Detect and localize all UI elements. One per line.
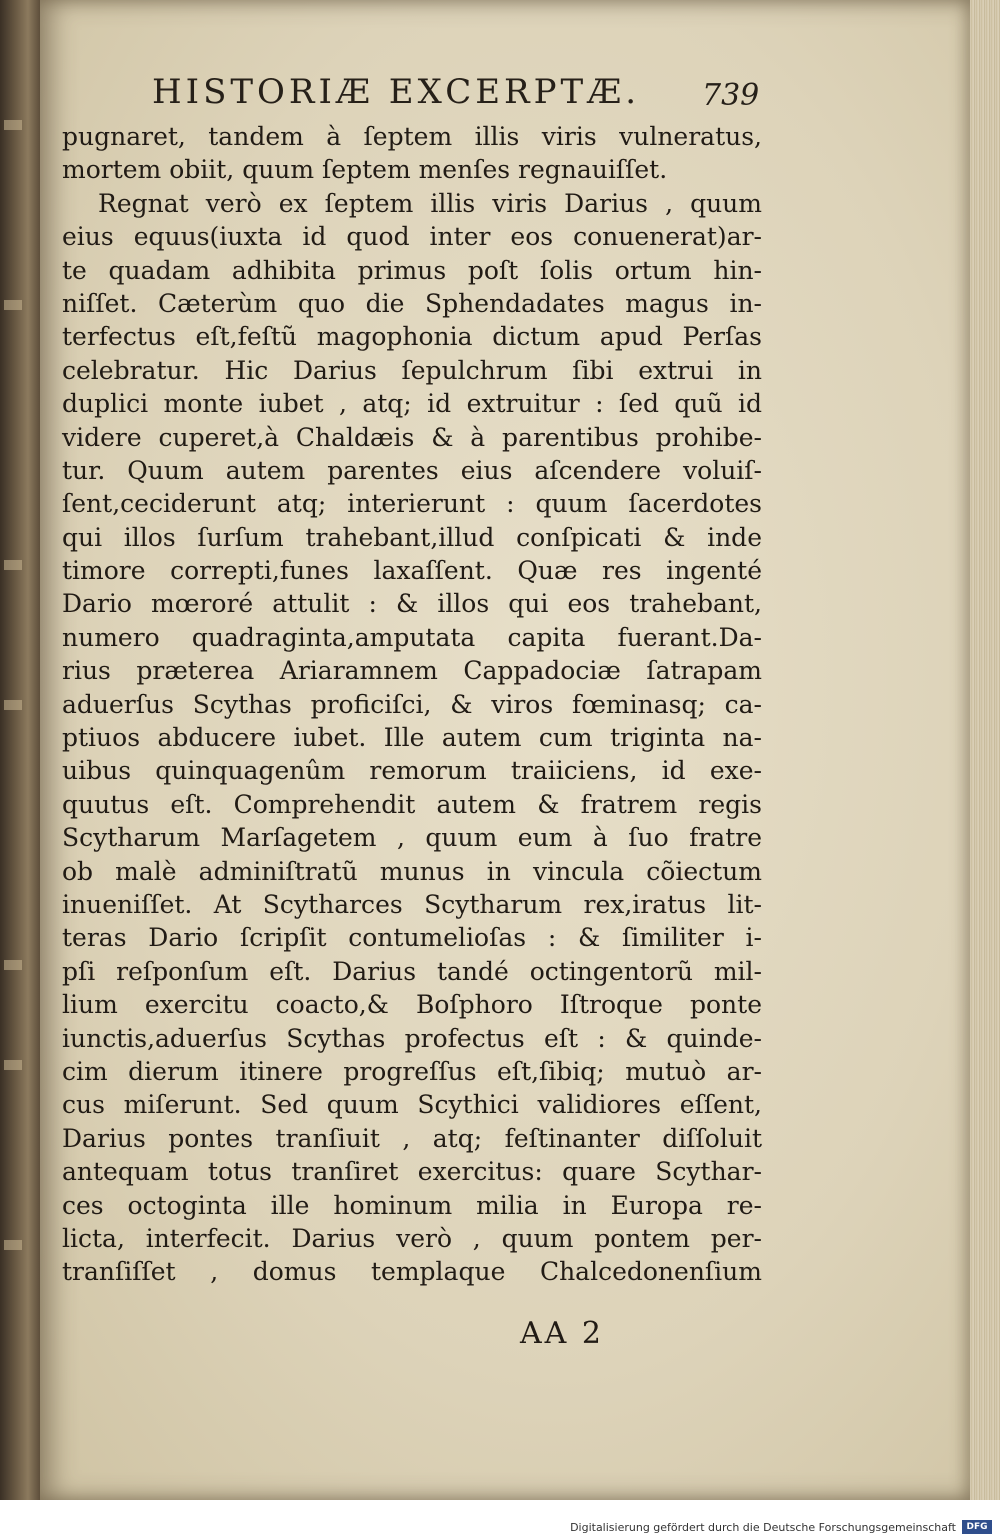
- text-line: uibus quinquagenûm remorum traiiciens, id exe-: [62, 756, 762, 786]
- text-line: timore correpti,funes laxaſſent. Quæ res ingenté: [62, 556, 762, 586]
- funding-credit: Digitalisierung gefördert durch die Deutsche Forschungsgemeinschaft: [570, 1521, 956, 1534]
- text-line: ob malè adminiſtratũ munus in vincula cõiectum: [62, 856, 762, 886]
- text-line: iunctis,aduerſus Scythas profectus eſt : & quinde-: [62, 1023, 762, 1053]
- adjacent-page-fragment: [4, 1060, 22, 1070]
- text-line: cus miſerunt. Sed quum Scythici validiores eſſent,: [62, 1090, 762, 1120]
- adjacent-page-fragment: [4, 560, 22, 570]
- text-line: te quadam adhibita primus poſt ſolis ortum hin-: [62, 255, 762, 285]
- adjacent-page-fragment: [4, 300, 22, 310]
- text-line: eius equus(iuxta id quod inter eos conuenerat)ar-: [62, 222, 762, 252]
- text-line: videre cuperet,à Chaldæis & à parentibus prohibe-: [62, 422, 762, 452]
- text-line: antequam totus tranſiret exercitus: quare Scythar-: [62, 1157, 762, 1187]
- text-line: Scytharum Marſagetem , quum eum à ſuo fratre: [62, 823, 762, 853]
- text-line: Dario mœroré attulit : & illos qui eos trahebant,: [62, 589, 762, 619]
- text-line: quutus eſt. Comprehendit autem & fratrem regis: [62, 789, 762, 819]
- text-line: rius præterea Ariaramnem Cappadociæ ſatrapam: [62, 656, 762, 686]
- digitization-footer: [0, 1500, 1000, 1540]
- text-line: tur. Quum autem parentes eius aſcendere voluiſ-: [62, 455, 762, 485]
- adjacent-page-edge: [0, 0, 40, 1500]
- text-line: ptiuos abducere iubet. Ille autem cum triginta na-: [62, 723, 762, 753]
- text-line: ces octoginta ille hominum milia in Europa re-: [62, 1190, 762, 1220]
- text-line: Regnat verò ex ſeptem illis viris Darius , quum: [98, 188, 762, 218]
- text-line: inueniſſet. At Scytharces Scytharum rex,iratus lit-: [62, 889, 762, 919]
- text-line: niſſet. Cæterùm quo die Sphendadates magus in-: [62, 288, 762, 318]
- text-line: numero quadraginta,amputata capita fuerant.Da-: [62, 622, 762, 652]
- text-line: terfectus eſt,feſtũ magophonia dictum apud Perſas: [62, 322, 762, 352]
- signature-mark: AA 2: [520, 1316, 604, 1351]
- text-line: qui illos ſurſum trahebant,illud conſpicati & inde: [62, 522, 762, 552]
- text-line: pſi reſponſum eſt. Darius tandé octingentorũ mil-: [62, 956, 762, 986]
- text-line: celebratur. Hic Darius ſepulchrum ſibi extrui in: [62, 355, 762, 385]
- text-line: aduerſus Scythas proficiſci, & viros fœminasq; ca-: [62, 689, 762, 719]
- body-text: [62, 120, 762, 1289]
- adjacent-page-fragment: [4, 960, 22, 970]
- text-line: teras Dario ſcripſit contumelioſas : & ſimiliter i-: [62, 923, 762, 953]
- text-line: cim dierum itinere progreſſus eſt,ſibiq; mutuò ar-: [62, 1056, 762, 1086]
- adjacent-page-fragment: [4, 1240, 22, 1250]
- text-line: mortem obiit, quum ſeptem menſes regnauiſſet.: [62, 155, 668, 185]
- text-line: ſent,ceciderunt atq; interierunt : quum ſacerdotes: [62, 489, 762, 519]
- text-line: Darius pontes tranſiuit , atq; feſtinanter diſſoluit: [62, 1123, 762, 1153]
- page-stack-edge: [970, 0, 1000, 1500]
- page-number: 739: [702, 78, 760, 113]
- text-line: licta, interfecit. Darius verò , quum pontem per-: [62, 1223, 762, 1253]
- adjacent-page-fragment: [4, 120, 22, 130]
- text-line: lium exercitu coacto,& Boſphoro Iſtroque ponte: [62, 990, 762, 1020]
- running-head: HISTORIÆ EXCERPTÆ.: [152, 72, 641, 112]
- text-line: tranſiſſet , domus templaque Chalcedonenſium: [62, 1257, 762, 1287]
- text-line: pugnaret, tandem à ſeptem illis viris vulneratus,: [62, 122, 762, 151]
- text-line: duplici monte iubet , atq; id extruitur : ſed quũ id: [62, 389, 762, 419]
- dfg-logo-icon: DFG: [962, 1520, 992, 1534]
- adjacent-page-fragment: [4, 700, 22, 710]
